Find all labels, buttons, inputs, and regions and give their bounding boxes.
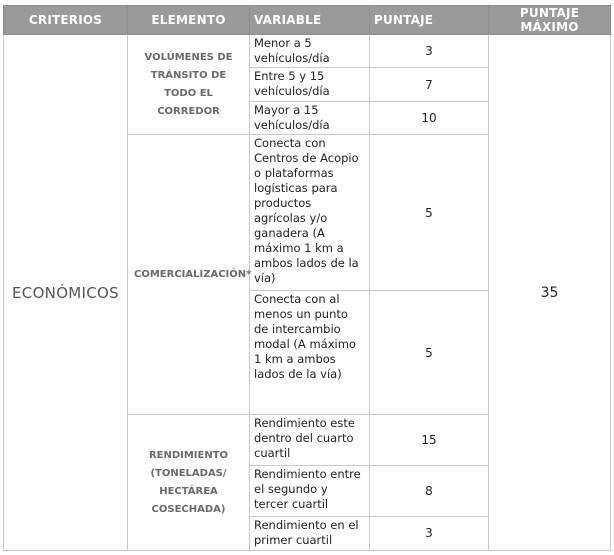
variable-cell: Entre 5 y 15 vehículos/día — [250, 68, 370, 101]
variable-cell: Mayor a 15 vehículos/día — [250, 101, 370, 134]
header-row — [4, 6, 611, 35]
elemento-comercializacion: COMERCIALIZACIÓN* — [128, 135, 250, 415]
elemento-volumenes: VOLÚMENES DE TRÁNSITO DE TODO EL CORREDOR — [128, 35, 250, 135]
variable-cell: Rendimiento entre el segundo y tercer cuartil — [250, 465, 370, 516]
puntaje-cell: 7 — [370, 68, 489, 101]
variable-cell: Rendimiento este dentro del cuarto cuartil — [250, 415, 370, 466]
variable-cell: Conecta con Centros de Acopio o plataformas logísticas para productos agrícolas y/o ganadera (A máximo 1 km a ambos lados de la vía) — [250, 135, 370, 291]
header-puntaje: PUNTAJE — [370, 6, 489, 35]
header-variable: VARIABLE — [250, 6, 370, 35]
elemento-rendimiento: RENDIMIENTO (TONELADAS/ HECTÁREA COSECHADA) — [128, 415, 250, 551]
puntaje-cell: 5 — [370, 290, 489, 414]
puntaje-cell: 8 — [370, 465, 489, 516]
puntaje-cell: 10 — [370, 101, 489, 134]
header-elemento: ELEMENTO — [128, 6, 250, 35]
puntaje-cell: 3 — [370, 35, 489, 68]
header-puntaje-maximo: PUNTAJE MÁXIMO — [489, 6, 611, 35]
puntaje-maximo-cell: 35 — [489, 35, 611, 551]
variable-cell: Menor a 5 vehículos/día — [250, 35, 370, 68]
puntaje-cell: 5 — [370, 135, 489, 291]
variable-cell: Conecta con al menos un punto de intercambio modal (A máximo 1 km a ambos lados de la vía) — [250, 290, 370, 414]
puntaje-cell: 3 — [370, 516, 489, 550]
header-criterios: CRITERIOS — [4, 6, 128, 35]
puntaje-cell: 15 — [370, 415, 489, 466]
variable-cell: Rendimiento en el primer cuartil — [250, 516, 370, 550]
criterio-cell: ECONÓMICOS — [4, 35, 128, 551]
criteria-table — [3, 5, 611, 551]
table-row — [4, 35, 611, 68]
